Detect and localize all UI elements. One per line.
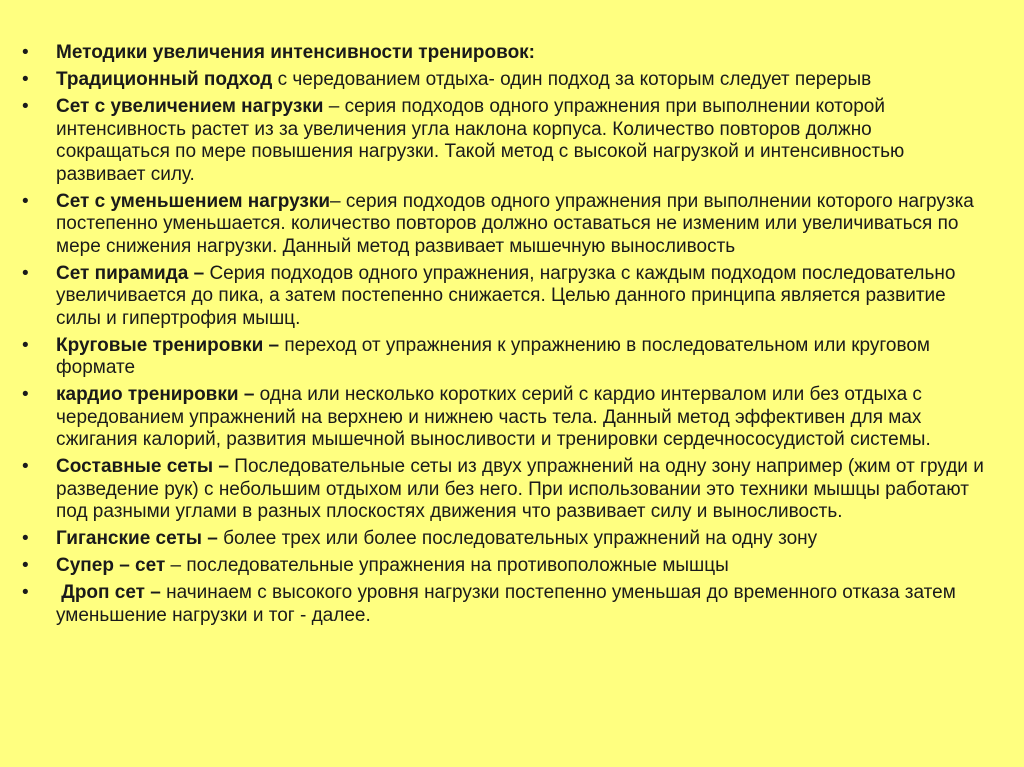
bullet-item-increasing-load <box>18 96 984 186</box>
bullet-dot: • <box>22 69 29 90</box>
bullet-dot: • <box>22 96 29 117</box>
bullet-text: – серия подходов одного упражнения при выполнении которого нагрузка постепенно уменьшается. количество повторов должно оставаться не изменим или увеличиваться по мере снижения нагрузки. Данный метод развивает мышечную выносливость <box>56 190 974 257</box>
bullet-text: Серия подходов одного упражнения, нагрузка с каждым подходом последовательно увеличивается до пика, а затем постепенно снижается. Целью данного принципа является развитие силы и гипертрофия мышц. <box>56 262 956 329</box>
bullet-text: Последовательные сеты из двух упражнений на одну зону например (жим от груди и разведение рук) с небольшим отдыхом или без него. При использовании это техники мышцы работают под разными углами в разных плоскостях движения что развивает силу и выносливость. <box>56 456 984 522</box>
bullet-text: начинаем с высокого уровня нагрузки постепенно уменьшая до временного отказа затем уменьшение нагрузки и тог - далее. <box>56 582 956 626</box>
bullet-item-traditional <box>18 69 984 92</box>
bullet-dot: • <box>22 528 29 549</box>
bullet-text: с чередованием отдыха- один подход за которым следует перерыв <box>272 69 872 90</box>
bullet-bold-text: Сет пирамида – <box>56 262 205 284</box>
bullet-item-cardio <box>18 384 984 452</box>
bullet-bold-text: Круговые тренировки – <box>56 334 280 356</box>
bullet-dot: • <box>22 582 29 603</box>
bullet-text: – последовательные упражнения на противоположные мышцы <box>165 555 729 576</box>
bullet-item-giant-sets <box>18 528 984 551</box>
bullet-bold-text: Сет с увеличением нагрузки <box>56 96 324 117</box>
bullet-item-decreasing-load <box>18 191 984 259</box>
bullet-dot: • <box>22 384 29 405</box>
bullet-dot: • <box>22 334 29 356</box>
bullet-bold-text: Составные сеты – <box>56 456 230 477</box>
bullet-text: более трех или более последовательных упражнений на одну зону <box>217 528 818 549</box>
bullet-dot: • <box>22 190 29 212</box>
bullet-dot: • <box>22 555 29 576</box>
bullet-text: – серия подходов одного упражнения при выполнении которой интенсивность растет из за увеличения угла наклона корпуса. Количество повторов должно сокращаться по мере повышения нагрузки. Такой метод с высокой нагрузкой и интенсивностью развивает силу. <box>56 96 905 185</box>
bullet-dot: • <box>22 262 29 284</box>
bullet-item-circuit <box>18 335 984 380</box>
bullet-bold-text: Дроп сет – <box>56 582 161 603</box>
bullet-item-drop-set <box>18 582 984 627</box>
bullet-item-pyramid <box>18 263 984 331</box>
bullet-item-methods-heading <box>18 42 984 65</box>
bullet-item-super-set <box>18 555 984 578</box>
bullet-item-compound-sets <box>18 456 984 524</box>
bullet-bold-text: Методики увеличения интенсивности тренировок: <box>56 42 536 63</box>
bullet-text: переход от упражнения к упражнению в последовательном или круговом формате <box>56 334 930 378</box>
bullet-list <box>18 42 984 627</box>
bullet-dot: • <box>22 456 29 477</box>
bullet-text: одна или несколько коротких серий с кардио интервалом или без отдыха с чередованием упражнений на верхнею и нижнею часть тела. Данный метод эффективен для мах сжигания калорий, развития мышечной выносливости и тренировки сердечнососудистой системы. <box>56 384 931 450</box>
bullet-dot: • <box>22 42 29 63</box>
bullet-bold-text: Сет с уменьшением нагрузки <box>56 190 331 212</box>
bullet-bold-text: кардио тренировки – <box>56 384 255 405</box>
bullet-bold-text: Супер – сет <box>56 555 166 576</box>
bullet-bold-text: Традиционный подход <box>56 69 273 90</box>
bullet-bold-text: Гиганские сеты – <box>56 528 218 549</box>
